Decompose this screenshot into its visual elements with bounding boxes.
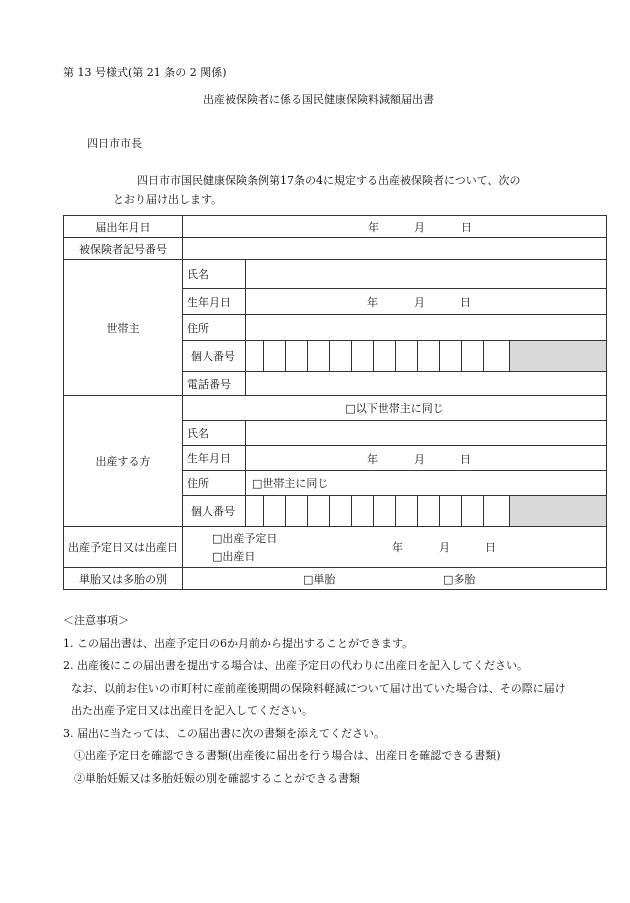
mother-birthdate-field[interactable] [246,446,607,471]
filing-date-label: 届出年月日 [64,216,183,238]
mother-name-label: 氏名 [183,421,246,446]
note-item-3: 3. 届出に当たっては、この届出書に次の書類を添えてください。 [63,726,385,740]
householder-address-label: 住所 [183,315,246,341]
form-number: 第 13 号様式(第 21 条の 2 関係) [63,66,227,79]
year-unit: 年 [368,221,379,234]
note-item-2: 2. 出産後にこの届出書を提出する場合は、出産予定日の代わりに出産日を記入してください。 [63,659,528,672]
householder-name-field[interactable] [246,260,607,289]
multiplicity-field [183,568,607,590]
householder-personal-number-field[interactable] [246,341,510,372]
multiplicity-label: 単胎又は多胎の別 [64,568,183,590]
due-date-row [64,527,607,568]
multiple-birth-checkbox[interactable]: □多胎 [443,573,476,586]
householder-section-label: 世帯主 [64,260,183,396]
filing-date-field[interactable] [183,216,607,238]
mother-name-field[interactable] [246,421,607,446]
intro-line-1: 四日市市国民健康保険条例第17条の4に規定する出産被保険者について、次の [137,174,521,187]
mother-address-same-checkbox[interactable]: □世帯主に同じ [246,471,607,496]
householder-personal-number-label: 個人番号 [183,341,246,372]
day-unit: 日 [485,541,496,554]
householder-address-field[interactable] [246,315,607,341]
month-unit: 月 [414,452,425,466]
note-item-3-sub-1: ①出産予定日を確認できる書類(出産後に届出を行う場合は、出産日を確認できる書類) [74,749,501,762]
householder-phone-field[interactable] [246,372,607,396]
multiplicity-row [64,568,607,590]
month-unit: 月 [439,541,450,554]
note-item-1: 1. この届出書は、出産予定日の6か月前から提出することができます。 [63,636,414,650]
mother-birthdate-label: 生年月日 [183,446,246,471]
day-unit: 日 [460,296,471,309]
householder-phone-label: 電話番号 [183,372,246,396]
mother-personal-number-field[interactable] [246,496,510,527]
filing-date-row [64,216,607,238]
mother-personal-number-shaded [510,496,607,527]
mother-same-row [64,396,607,421]
month-unit: 月 [414,221,425,234]
month-unit: 月 [414,296,425,309]
insured-symbol-row [64,238,607,260]
notes-heading: ＜注意事項＞ [63,614,129,627]
note-item-3-sub-2: ②単胎妊娠又は多胎妊娠の別を確認することができる書類 [74,771,360,785]
due-date-field[interactable] [183,527,607,568]
mother-address-label: 住所 [183,471,246,496]
insured-symbol-field[interactable] [183,238,607,260]
day-unit: 日 [460,452,471,466]
single-birth-checkbox[interactable]: □単胎 [303,573,336,586]
householder-personal-number-shaded [510,341,607,372]
due-date-label: 出産予定日又は出産日 [64,527,183,568]
year-unit: 年 [392,541,403,554]
notes-section [63,610,566,790]
householder-birthdate-label: 生年月日 [183,289,246,315]
note-item-2-continuation-2: 出た出産予定日又は出産日を記入してください。 [71,704,313,717]
notification-form [63,215,607,590]
note-item-2-continuation-1: なお、以前お住いの市町村に産前産後期間の保険料軽減について届け出ていた場合は、その際に届け [71,681,566,695]
householder-name-row [64,260,607,289]
householder-birthdate-field[interactable] [246,289,607,315]
mother-section-label: 出産する方 [64,396,183,527]
householder-name-label: 氏名 [183,260,246,289]
mother-same-as-householder-checkbox[interactable]: □以下世帯主に同じ [183,396,607,421]
actual-date-checkbox[interactable]: □出産日 [212,550,256,563]
planned-date-checkbox[interactable]: □出産予定日 [212,532,278,545]
form-title: 出産被保険者に係る国民健康保険料減額届出書 [203,93,434,106]
insured-symbol-label: 被保険者記号番号 [64,238,183,260]
intro-line-2: とおり届け出します。 [113,193,223,206]
addressee: 四日市市長 [87,137,142,150]
year-unit: 年 [367,296,378,309]
year-unit: 年 [367,452,378,466]
day-unit: 日 [461,221,472,234]
mother-personal-number-label: 個人番号 [183,496,246,527]
